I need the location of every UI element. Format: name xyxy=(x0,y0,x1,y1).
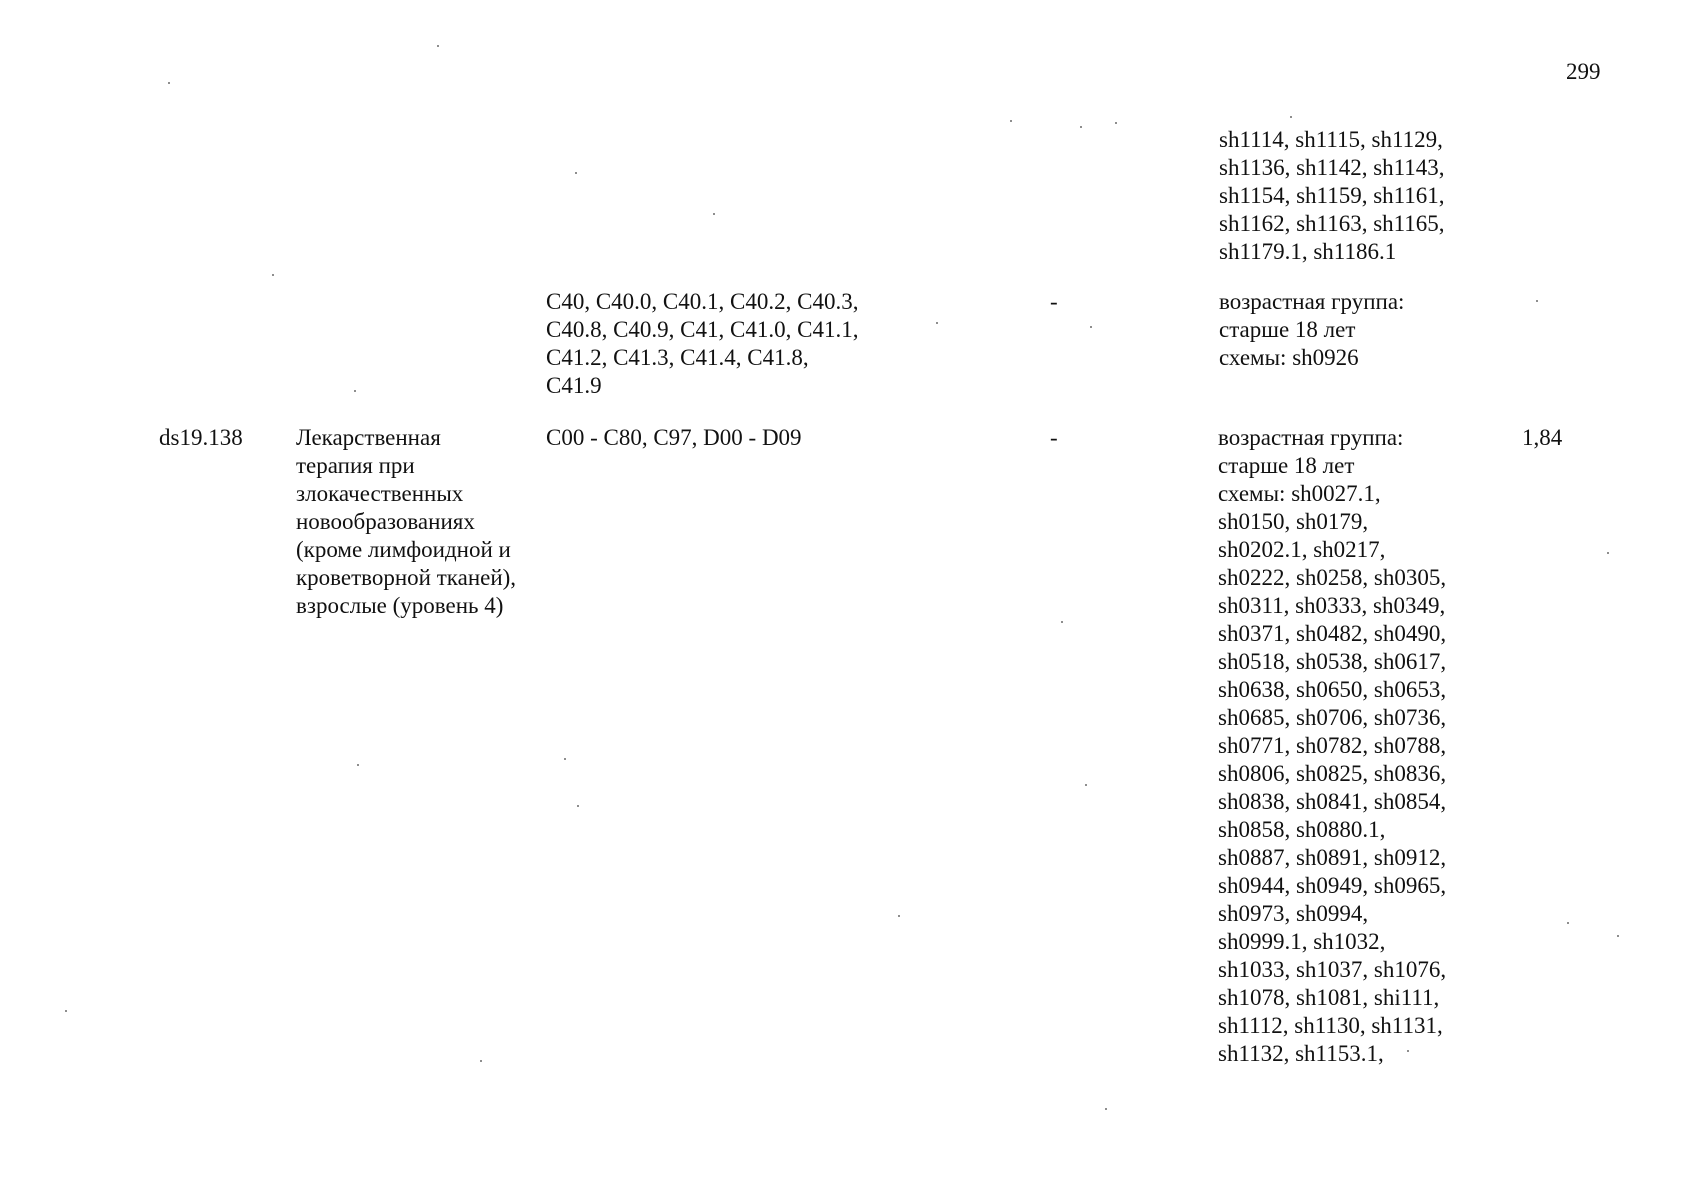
icd-codes-cell-c00: C00 - C80, C97, D00 - D09 xyxy=(546,425,802,450)
scan-speck xyxy=(65,1010,67,1012)
criteria-cell-schemes: возрастная группа: старше 18 лет схемы: sh0027.1, sh0150, sh0179, sh0202.1, sh0217, sh0222, sh0258, sh0305, sh0311, sh0333, sh0349, sh0371, sh0482, sh0490, sh0518, sh0538, sh0617, sh0638, sh0650, sh0653, sh0685, sh0706, sh0736, sh0771, sh0782, sh0788, sh0806, sh0825, sh0836, sh0838, sh0841, sh0854, sh0858, sh0880.1, sh0887, sh0891, sh0912, sh0944, sh0949, sh0965, sh0973, sh0994, sh0999.1, sh1032, sh1033, sh1037, sh1076, sh1078, sh1081, shi111, sh1112, sh1130, sh1131, sh1132, sh1153.1, xyxy=(1218,425,1447,1066)
scan-speck xyxy=(1567,922,1569,924)
scan-speck xyxy=(272,274,274,276)
extra-criteria-dash: - xyxy=(1050,425,1058,450)
icd-codes-cell-c40: C40, C40.0, C40.1, C40.2, C40.3, C40.8, C40.9, C41, C41.0, C41.1, C41.2, C41.3, C41.4, C41.8, C41.9 xyxy=(546,289,859,398)
scan-speck xyxy=(1105,1108,1107,1110)
scan-speck xyxy=(575,172,577,174)
scan-speck xyxy=(1536,300,1538,302)
coefficient-cell: 1,84 xyxy=(1522,425,1563,450)
scan-speck xyxy=(1085,784,1087,786)
scan-speck xyxy=(1290,116,1292,118)
group-name-cell: Лекарственная терапия при злокачественных новообразованиях (кроме лимфоидной и кроветворной тканей), взрослые (уровень 4) xyxy=(296,425,517,618)
scan-speck xyxy=(357,764,359,766)
scan-speck xyxy=(898,915,900,917)
scan-speck xyxy=(564,758,566,760)
scan-speck xyxy=(354,390,356,392)
scan-speck xyxy=(480,1060,482,1062)
scan-speck xyxy=(577,805,579,807)
criteria-cell-continuation: sh1114, sh1115, sh1129, sh1136, sh1142, sh1143, sh1154, sh1159, sh1161, sh1162, sh1163, sh1165, sh1179.1, sh1186.1 xyxy=(1219,127,1445,264)
scan-speck xyxy=(1010,120,1012,122)
group-code-cell: ds19.138 xyxy=(159,425,243,450)
criteria-cell-age-schemes: возрастная группа: старше 18 лет схемы: sh0926 xyxy=(1219,289,1405,370)
scan-speck xyxy=(713,213,715,215)
scan-speck xyxy=(1407,1050,1409,1052)
scan-speck xyxy=(1090,326,1092,328)
page-number: 299 xyxy=(1566,59,1601,84)
scan-speck xyxy=(168,82,170,84)
scan-speck xyxy=(1607,552,1609,554)
scan-speck xyxy=(1115,122,1117,124)
scan-speck xyxy=(1617,935,1619,937)
scan-speck xyxy=(936,322,938,324)
scan-speck xyxy=(437,45,439,47)
scan-speck xyxy=(1061,621,1063,623)
scan-speck xyxy=(1080,126,1082,128)
extra-criteria-dash: - xyxy=(1050,289,1058,314)
